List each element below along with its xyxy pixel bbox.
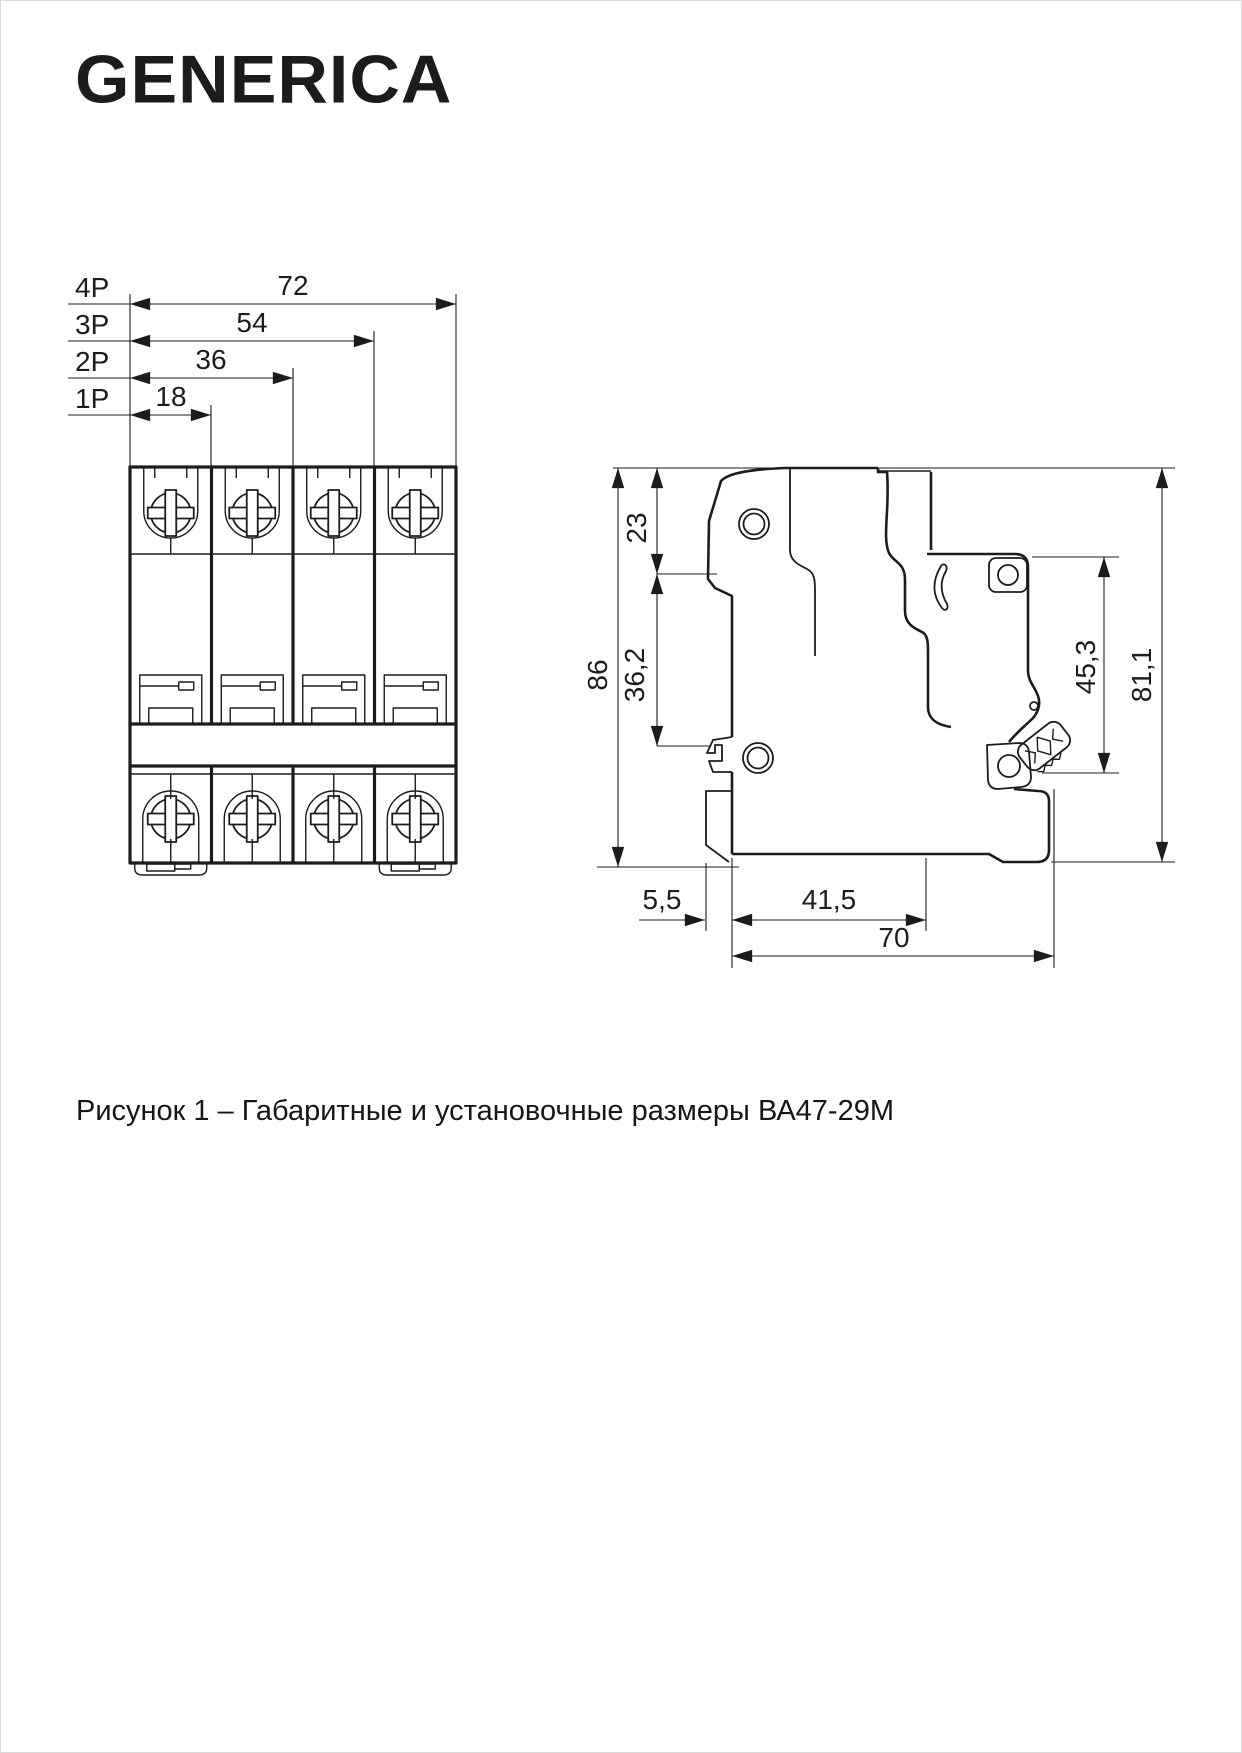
figure-caption: Рисунок 1 – Габаритные и установочные размеры ВА47-29М	[76, 1095, 894, 1127]
side-view-dimensions	[582, 468, 1175, 968]
pole-label-2p: 2P	[75, 346, 110, 377]
lever-pin-hole	[1030, 702, 1038, 710]
pole-label-1p: 1P	[75, 383, 110, 414]
front-view-dimensions	[68, 270, 456, 467]
terminal-screw-hole-bottom	[743, 743, 773, 773]
dim-depth-body: 41,5	[801, 884, 857, 915]
pole-graphic	[221, 467, 283, 863]
dim-width-2p: 36	[195, 344, 227, 375]
dim-height-total: 86	[582, 659, 613, 691]
pole-graphic	[303, 467, 365, 863]
side-view	[582, 468, 1175, 968]
breaker-front-body	[130, 467, 456, 875]
dim-recess-to-rail: 36,2	[619, 647, 650, 703]
lever-slot	[934, 564, 947, 609]
brand-logo: GENERICA	[75, 41, 453, 117]
pole-label-4p: 4P	[75, 272, 110, 303]
mounting-foot	[379, 864, 451, 875]
padlock-tab	[989, 558, 1027, 592]
mounting-foot	[135, 864, 207, 875]
pole-label-3p: 3P	[75, 309, 110, 340]
front-view	[68, 270, 456, 875]
dim-lever-to-bottom: 45,3	[1070, 639, 1101, 695]
dim-width-1p: 18	[155, 381, 187, 412]
breaker-side-body	[706, 468, 1077, 862]
dim-rail-clip-offset: 5,5	[642, 884, 682, 915]
dim-width-3p: 54	[236, 307, 268, 338]
latch-tab	[987, 743, 1031, 789]
pole-graphic	[384, 467, 446, 863]
dim-width-4p: 72	[277, 270, 309, 301]
technical-drawing	[1, 1, 1242, 1061]
terminal-screw-hole-top	[739, 509, 769, 539]
dim-front-height: 81,1	[1126, 647, 1157, 703]
pole-graphic	[140, 467, 202, 863]
dim-top-to-recess: 23	[621, 512, 652, 544]
dim-depth-total: 70	[878, 922, 910, 953]
